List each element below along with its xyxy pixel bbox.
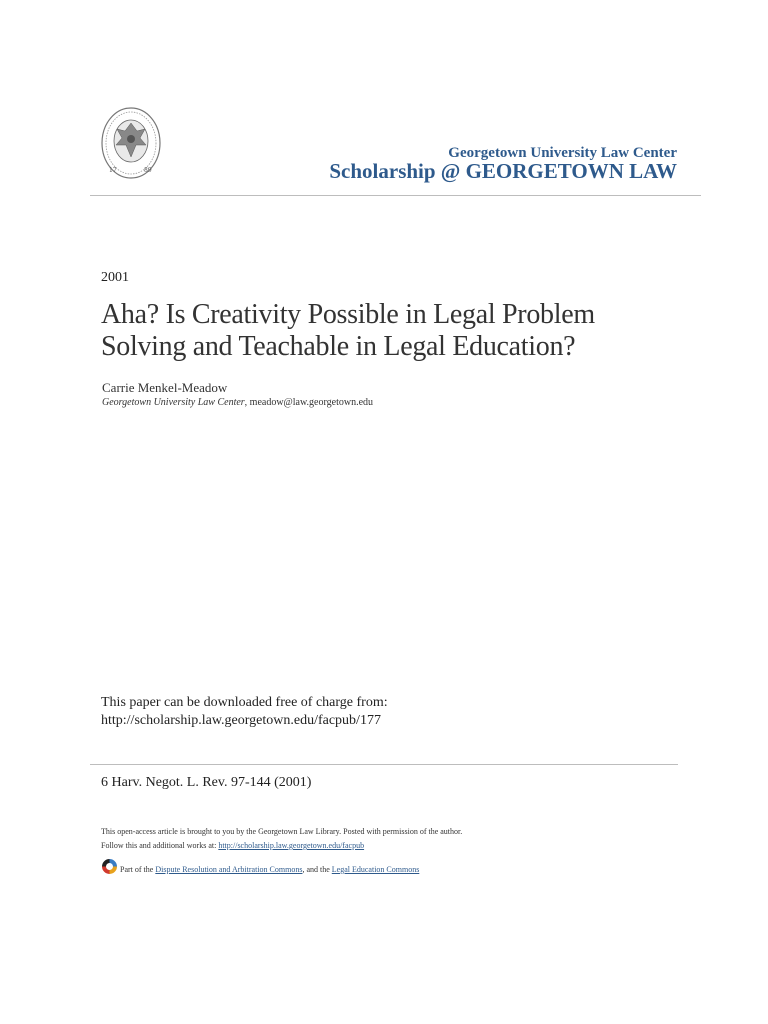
dispute-resolution-commons-link[interactable]: Dispute Resolution and Arbitration Commons	[155, 865, 303, 874]
download-label: This paper can be downloaded free of charge from:	[101, 695, 388, 710]
georgetown-seal-icon	[100, 105, 162, 181]
article-title-line-1: Aha? Is Creativity Possible in Legal Problem	[101, 299, 595, 330]
affiliation-institution: Georgetown University Law Center	[102, 397, 245, 408]
citation-divider	[90, 764, 678, 765]
citation: 6 Harv. Negot. L. Rev. 97-144 (2001)	[101, 775, 312, 790]
legal-education-commons-link[interactable]: Legal Education Commons	[331, 865, 420, 874]
author-email: , meadow@law.georgetown.edu	[244, 397, 374, 408]
part-of-middle: , and the	[302, 865, 332, 874]
seal-year-left: 17	[109, 167, 117, 174]
author-name: Carrie Menkel-Meadow	[102, 380, 228, 395]
follow-line	[101, 841, 364, 850]
author-affiliation	[102, 397, 373, 408]
part-of-prefix: Part of the	[120, 865, 156, 874]
article-title	[101, 299, 661, 363]
open-access-notice: This open-access article is brought to you by the Georgetown Law Library. Posted with permission of the author.	[101, 827, 463, 836]
part-of-line	[120, 865, 419, 874]
bepress-commons-icon	[101, 858, 118, 875]
follow-prefix: Follow this and additional works at:	[101, 841, 219, 850]
repository-name[interactable]: Scholarship @ GEORGETOWN LAW	[329, 159, 677, 183]
seal-year-right: 89	[144, 167, 152, 174]
institution-name[interactable]: Georgetown University Law Center	[448, 145, 677, 161]
article-title-line-2: Solving and Teachable in Legal Education?	[101, 331, 576, 362]
follow-link[interactable]: http://scholarship.law.georgetown.edu/facpub	[218, 841, 365, 850]
header-divider	[90, 195, 701, 196]
download-url[interactable]: http://scholarship.law.georgetown.edu/facpub/177	[101, 713, 381, 728]
publication-year: 2001	[101, 270, 129, 285]
